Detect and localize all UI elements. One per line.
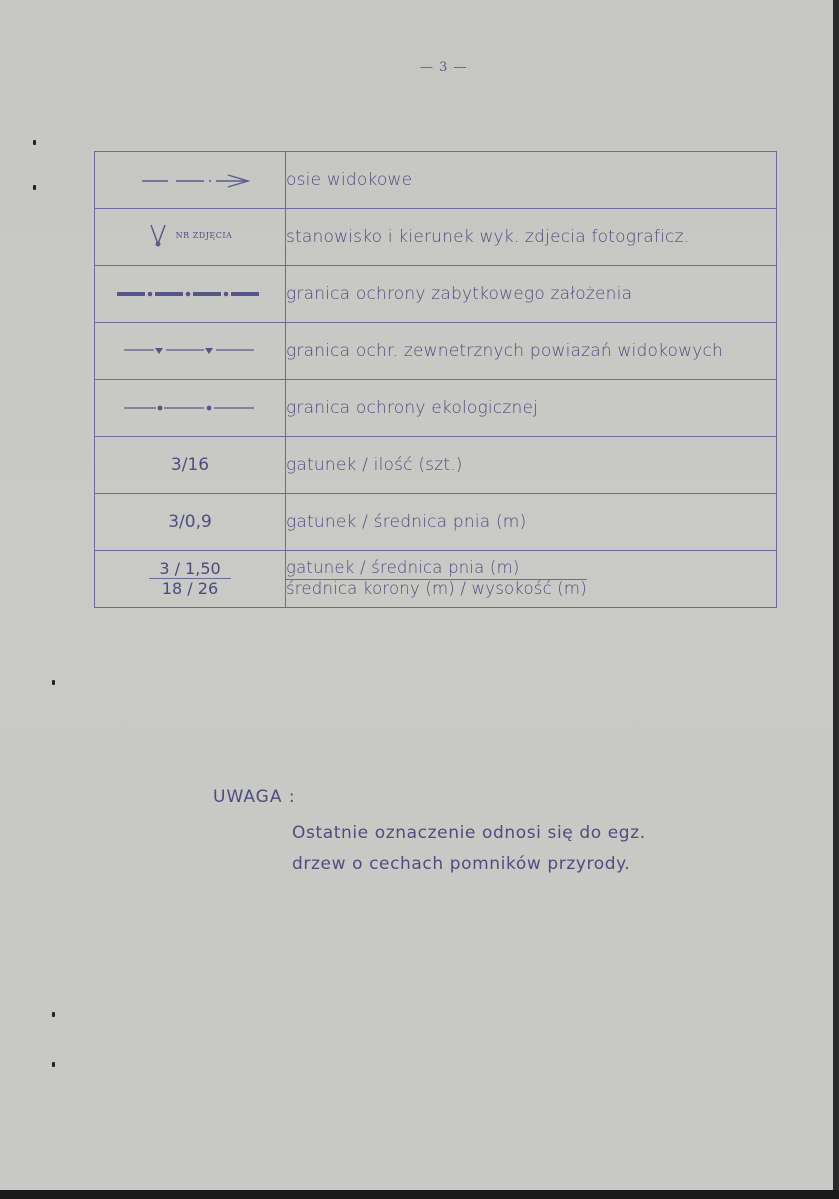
legend-desc: gatunek / ilość (szt.) [286, 437, 777, 494]
note-line-1: Ostatnie oznaczenie odnosi się do egz. [292, 823, 646, 843]
legend-desc: granica ochrony ekologicznej [286, 380, 777, 437]
scan-edge-right [833, 0, 839, 1199]
species-count-symbol [95, 437, 286, 494]
monument-boundary-symbol [95, 266, 286, 323]
note-line-2: drzew o cechach pomników przyrody. [292, 854, 631, 874]
description-fraction [286, 559, 587, 599]
binding-hole-mark [33, 140, 36, 145]
view-boundary-symbol [95, 323, 286, 380]
binding-hole-mark [52, 680, 55, 685]
triangle-line-icon [120, 344, 260, 358]
eco-boundary-symbol [95, 380, 286, 437]
fraction-bottom: 18 / 26 [161, 579, 219, 599]
symbol-fraction [149, 560, 230, 598]
note-text [292, 818, 752, 880]
binding-hole-mark [52, 1062, 55, 1067]
symbol-text: 3/0,9 [168, 512, 212, 532]
legend-row-species-diameter [95, 494, 777, 551]
legend-desc: stanowisko i kierunek wyk. zdjecia fotograficz. [286, 209, 777, 266]
legend-desc: gatunek / średnica pnia (m) [286, 494, 777, 551]
symbol-text: 3/16 [170, 455, 210, 475]
legend-row-eco-boundary [95, 380, 777, 437]
fraction-top: 3 / 1,50 [149, 560, 230, 580]
legend-row-view-boundary [95, 323, 777, 380]
legend-table [94, 151, 777, 608]
legend-row-photo [95, 209, 777, 266]
note-label: UWAGA : [213, 787, 296, 807]
description-top: gatunek / średnica pnia (m) [286, 559, 587, 580]
view-axis-arrow-icon [120, 170, 260, 190]
description-bottom: średnica korony (m) / wysokość (m) [286, 578, 587, 598]
heavy-dash-dot-line-icon [115, 287, 265, 301]
legend-row-monument-tree [95, 551, 777, 608]
binding-hole-mark [33, 185, 36, 190]
photo-station-symbol [95, 209, 286, 266]
page-number: — 3 — [420, 60, 468, 75]
dot-line-icon [120, 401, 260, 415]
legend-row-species-count [95, 437, 777, 494]
legend-row-view-axis [95, 152, 777, 209]
legend-row-monument-boundary [95, 266, 777, 323]
monument-tree-symbol [95, 551, 286, 608]
legend-desc: granica ochr. zewnetrznych powiazań widokowych [286, 323, 777, 380]
binding-hole-mark [52, 1012, 55, 1017]
photo-station-icon [148, 222, 168, 248]
photo-label: NR ZDJĘCIA [175, 230, 233, 240]
legend-desc [286, 551, 777, 608]
scan-edge-bottom [0, 1190, 839, 1199]
species-diameter-symbol [95, 494, 286, 551]
legend-desc: granica ochrony zabytkowego założenia [286, 266, 777, 323]
view-axis-symbol [95, 152, 286, 209]
legend-desc: osie widokowe [286, 152, 777, 209]
